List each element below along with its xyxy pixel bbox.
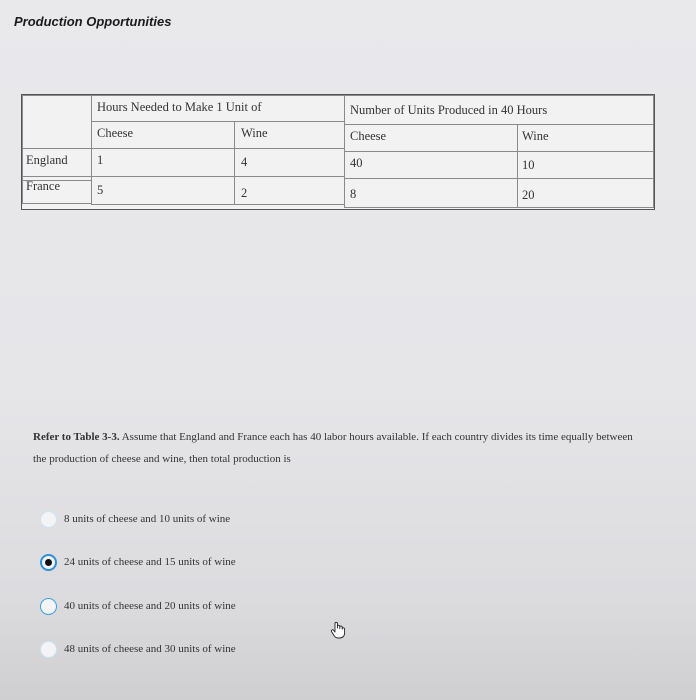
header-units-cheese-label: Cheese <box>350 129 387 143</box>
cell-value: 1 <box>97 153 104 167</box>
england-hours-cheese <box>91 148 235 177</box>
cell-value: 8 <box>350 187 357 201</box>
table-row-france-country <box>22 176 92 204</box>
header-hours-wine <box>234 121 345 149</box>
table-row-england-country <box>22 148 92 177</box>
cell-value: 40 <box>350 156 363 170</box>
question-text <box>33 426 633 470</box>
hand-cursor-icon <box>330 621 346 639</box>
france-hours-cheese <box>91 176 235 205</box>
header-units-group <box>344 95 654 125</box>
header-units-wine-label: Wine <box>522 129 549 143</box>
answer-label: 48 units of cheese and 30 units of wine <box>64 643 236 655</box>
page-title: Production Opportunities <box>14 14 172 29</box>
header-hours-cheese <box>91 121 235 149</box>
answer-label: 24 units of cheese and 15 units of wine <box>64 556 236 568</box>
radio-button[interactable] <box>40 598 57 615</box>
cell-value: 10 <box>522 158 535 172</box>
question-body: Assume that England and France each has 40 labor hours available. If each country divides its time equally between the production of cheese and wine, then total production is <box>33 431 633 465</box>
country-label: France <box>26 179 61 193</box>
france-hours-wine <box>234 176 345 205</box>
cell-value: 2 <box>241 186 248 200</box>
header-units-wine <box>517 124 654 152</box>
radio-button[interactable] <box>40 511 57 528</box>
england-units-cheese <box>344 151 518 179</box>
radio-button-selected[interactable] <box>40 554 57 571</box>
production-table <box>21 94 655 210</box>
header-hours-group <box>91 95 345 122</box>
cell-value: 5 <box>97 183 104 197</box>
header-hours-label: Hours Needed to Make 1 Unit of <box>97 100 262 114</box>
country-label: England <box>26 153 68 167</box>
cell-value: 20 <box>522 188 535 202</box>
france-units-wine <box>517 178 654 208</box>
answer-label: 8 units of cheese and 10 units of wine <box>64 513 231 525</box>
england-units-wine <box>517 151 654 179</box>
cell-value: 4 <box>241 155 248 169</box>
england-hours-wine <box>234 148 345 177</box>
header-units-label: Number of Units Produced in 40 Hours <box>350 103 548 117</box>
radio-button[interactable] <box>40 641 57 658</box>
header-hours-wine-label: Wine <box>241 126 268 140</box>
header-hours-cheese-label: Cheese <box>97 126 134 140</box>
question-ref: Refer to Table 3-3. <box>33 431 120 443</box>
header-units-cheese <box>344 124 518 152</box>
answer-label: 40 units of cheese and 20 units of wine <box>64 600 236 612</box>
france-units-cheese <box>344 178 518 208</box>
